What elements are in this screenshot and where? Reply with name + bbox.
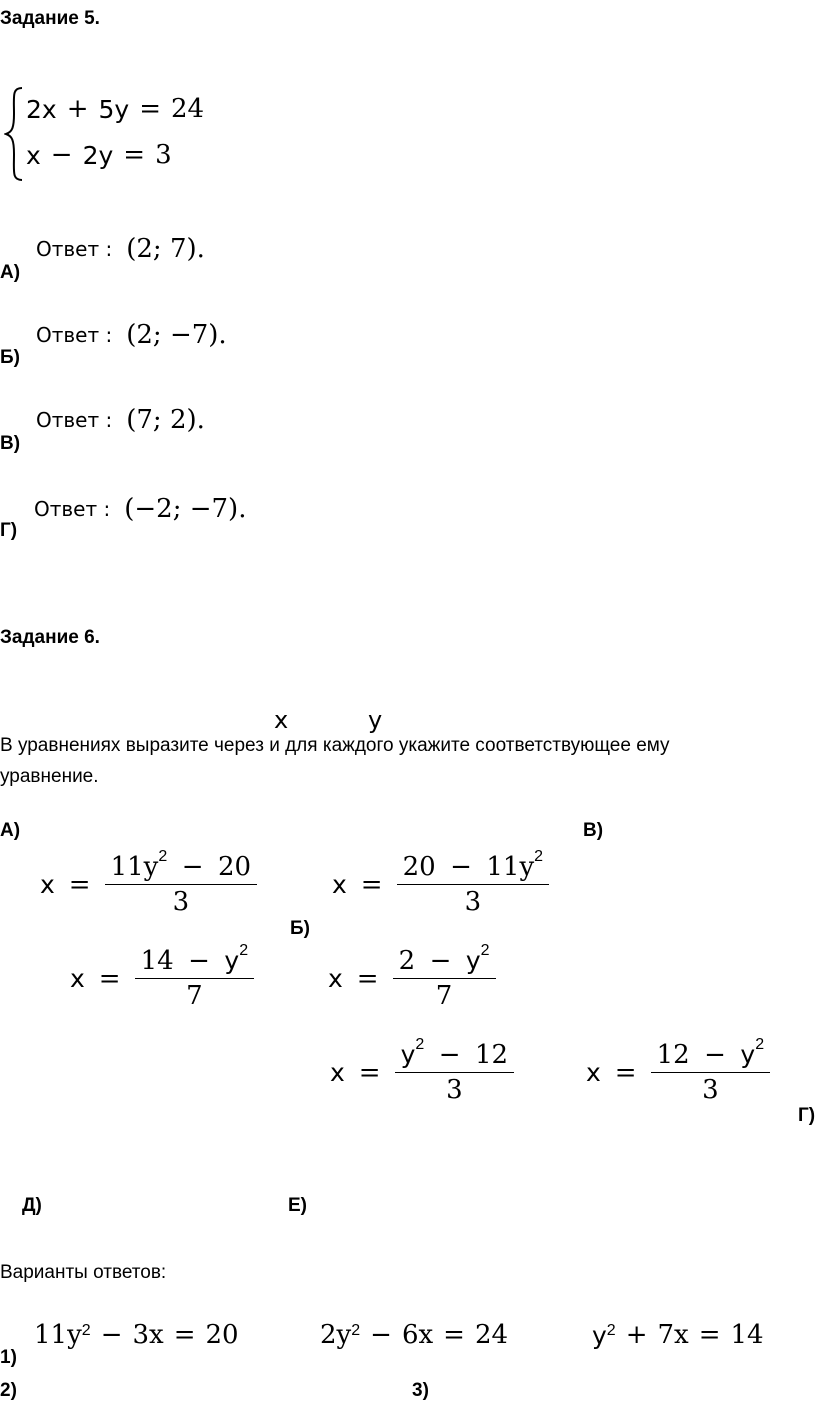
variant-label-3: 3) bbox=[412, 1380, 429, 1401]
label-b: Б) bbox=[290, 918, 310, 939]
system-equation-1: 2x + 5y = 24 bbox=[26, 94, 205, 124]
variant-equation-2[interactable]: 2y $^2$ − 6x = 24 bbox=[320, 1320, 509, 1350]
variant-equation-3[interactable]: y $^2$ + 7x = 14 bbox=[592, 1320, 764, 1350]
variable-y: y bbox=[368, 706, 383, 734]
formula-6[interactable]: x = $\frac{12 - y^2}{3}$ bbox=[586, 1040, 770, 1105]
option-a-label: А) bbox=[0, 262, 21, 283]
option-b-label: Б) bbox=[0, 347, 20, 368]
formula-2[interactable]: x = $\frac{20 - 11y^2}{3}$ bbox=[332, 852, 549, 917]
system-equation-2: x − 2y = 3 bbox=[26, 140, 172, 170]
variant-equation-1[interactable]: 11y $^2$ − 3x = 20 bbox=[34, 1320, 239, 1350]
brace-icon bbox=[4, 84, 26, 184]
variants-title: Варианты ответов: bbox=[0, 1262, 167, 1283]
instruction-line-2: уравнение. bbox=[0, 766, 99, 787]
label-g: Г) bbox=[798, 1105, 816, 1126]
formula-1[interactable]: x = $\frac{11y^2 - 20}{3}$ bbox=[40, 852, 257, 917]
label-v: В) bbox=[583, 820, 604, 841]
variant-label-2: 2) bbox=[0, 1380, 17, 1401]
formula-3[interactable]: x = $\frac{14 - y^2}{7}$ bbox=[70, 946, 254, 1011]
option-v-label: В) bbox=[0, 433, 21, 454]
instruction-line-1: В уравнениях выразите через и для каждого укажите соответствующее ему bbox=[0, 735, 670, 756]
option-v[interactable]: Ответ : (7; 2). bbox=[36, 405, 205, 435]
formula-4[interactable]: x = $\frac{2 - y^2}{7}$ bbox=[328, 946, 496, 1011]
variable-x: x bbox=[274, 706, 289, 734]
label-e: Е) bbox=[288, 1195, 307, 1216]
label-a: А) bbox=[0, 820, 21, 841]
option-g[interactable]: Ответ : (−2; −7). bbox=[34, 494, 247, 524]
option-g-label: Г) bbox=[0, 520, 18, 541]
label-d: Д) bbox=[22, 1195, 42, 1216]
task5-title: Задание 5. bbox=[0, 8, 100, 29]
option-b[interactable]: Ответ : (2; −7). bbox=[36, 320, 227, 350]
formula-5[interactable]: x = $\frac{y^2 - 12}{3}$ bbox=[330, 1040, 514, 1105]
option-a[interactable]: Ответ : (2; 7). bbox=[36, 234, 205, 264]
task6-title: Задание 6. bbox=[0, 627, 100, 648]
variant-label-1: 1) bbox=[0, 1347, 17, 1368]
